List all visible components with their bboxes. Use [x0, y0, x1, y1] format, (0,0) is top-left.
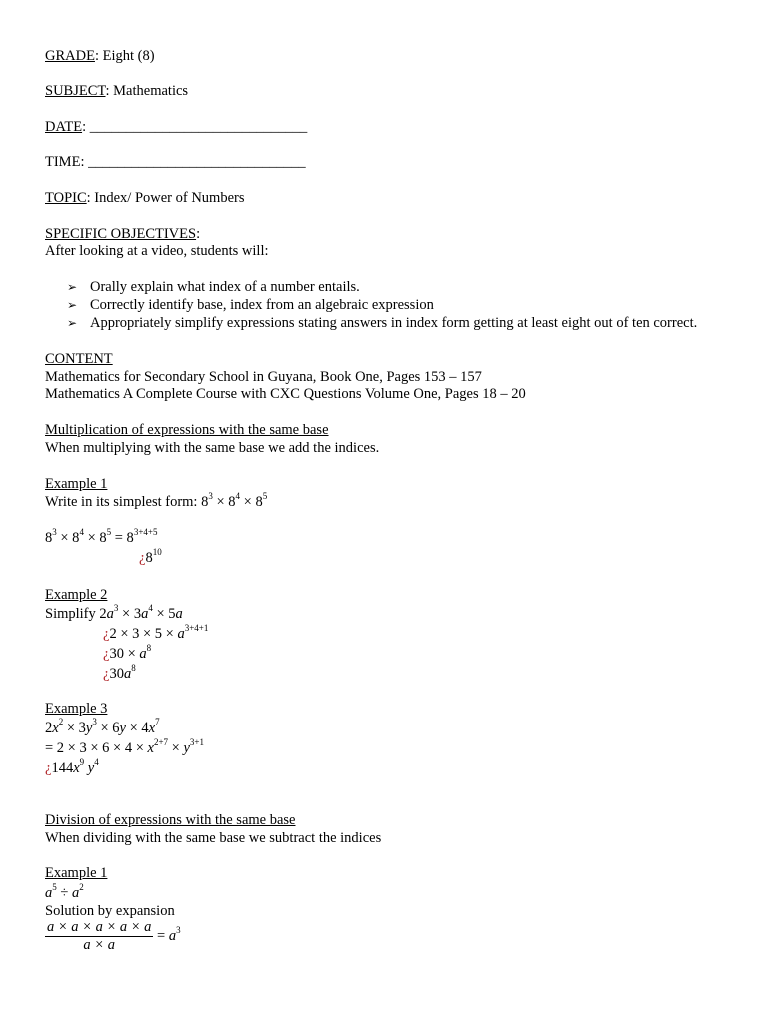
- content-heading: CONTENT: [45, 351, 113, 367]
- list-item: ➢ Orally explain what index of a number entails.: [67, 279, 360, 295]
- mult-example-1-step-1: $8^3 \times 8^4 \times 8^5 = 8^{3+4+5}$: [45, 527, 158, 546]
- subject-line: [45, 82, 188, 100]
- mult-example-2-title: Example 2: [45, 587, 108, 603]
- content-ref-2: Mathematics A Complete Course with CXC Questions Volume One, Pages 18 – 20: [45, 386, 526, 402]
- subject-label: SUBJECT: [45, 83, 106, 99]
- arrow-bullet-icon: ➢: [67, 280, 78, 294]
- fraction-numerator: a × a × a × a × a: [47, 919, 152, 935]
- time-label: TIME: [45, 154, 81, 170]
- list-item: ➢ Correctly identify base, index from an algebraic expression: [67, 297, 434, 313]
- mult-example-1-title: Example 1: [45, 476, 108, 492]
- objectives-heading-line: [45, 225, 200, 243]
- grade-line: [45, 47, 155, 65]
- grade-label: GRADE: [45, 48, 95, 64]
- topic-line: [45, 189, 245, 207]
- mult-example-2-step-3: ¿$30a^8$: [103, 663, 136, 682]
- date-value: : ______________________________: [82, 119, 308, 135]
- date-label: DATE: [45, 119, 83, 135]
- div-example-1-method: Solution by expansion: [45, 903, 175, 919]
- division-heading: Division of expressions with the same base: [45, 812, 296, 828]
- objectives-colon: :: [196, 226, 201, 242]
- multiplication-rule: When multiplying with the same base we add the indices.: [45, 440, 380, 456]
- mult-example-1-step-2: ¿$8^{10}$: [139, 547, 162, 566]
- topic-label: TOPIC: [45, 190, 87, 206]
- div-example-1-title: Example 1: [45, 865, 108, 881]
- mult-example-3-line-3: ¿$144x^9$ $y^4$: [45, 757, 99, 776]
- mult-example-3-line-1: $2x^2 \times 3y^3 \times 6y \times 4x^7$: [45, 717, 160, 736]
- division-rule: When dividing with the same base we subtract the indices: [45, 830, 382, 846]
- objectives-heading: SPECIFIC OBJECTIVES: [45, 226, 197, 242]
- content-ref-1: Mathematics for Secondary School in Guyana, Book One, Pages 153 – 157: [45, 369, 482, 385]
- date-line: [45, 118, 307, 136]
- mult-example-2-step-2: ¿$30 \times a^8$: [103, 643, 152, 662]
- time-line: [45, 153, 306, 171]
- fraction-denominator: a × a: [83, 937, 115, 953]
- objectives-intro: After looking at a video, students will:: [45, 243, 269, 259]
- topic-value: : Index/ Power of Numbers: [86, 190, 245, 206]
- time-value: : ______________________________: [80, 154, 306, 170]
- div-example-1-question: $a^5 \div a^2$: [45, 882, 84, 901]
- subject-value: : Mathematics: [105, 83, 189, 99]
- div-example-1-expansion: $\frac{a \times a \times a \times a \times a}{a \times a}$ = $a^3$: [47, 919, 181, 953]
- mult-example-2-step-1: ¿$2 \times 3 \times 5 \times a^{3+4+1}$: [103, 623, 209, 642]
- mult-example-2-prompt: Simplify $2a^3 \times 3a^4 \times 5a$: [45, 603, 183, 622]
- mult-example-3-line-2: = $2 \times 3 \times 6 \times 4 \times x^{2+7} \times y^{3+1}$: [45, 737, 204, 756]
- arrow-bullet-icon: ➢: [67, 298, 78, 312]
- list-item: ➢ Appropriately simplify expressions stating answers in index form getting at least eight out of ten correct.: [67, 315, 698, 331]
- grade-value: : Eight (8): [94, 48, 155, 64]
- mult-example-3-title: Example 3: [45, 701, 108, 717]
- multiplication-heading: Multiplication of expressions with the same base: [45, 422, 329, 438]
- expansion-fraction: [45, 919, 153, 954]
- objectives-list: [45, 278, 697, 332]
- mult-example-1-prompt: Write in its simplest form: $8^3 \times 8^4 \times 8^5$: [45, 491, 268, 510]
- arrow-bullet-icon: ➢: [67, 316, 78, 330]
